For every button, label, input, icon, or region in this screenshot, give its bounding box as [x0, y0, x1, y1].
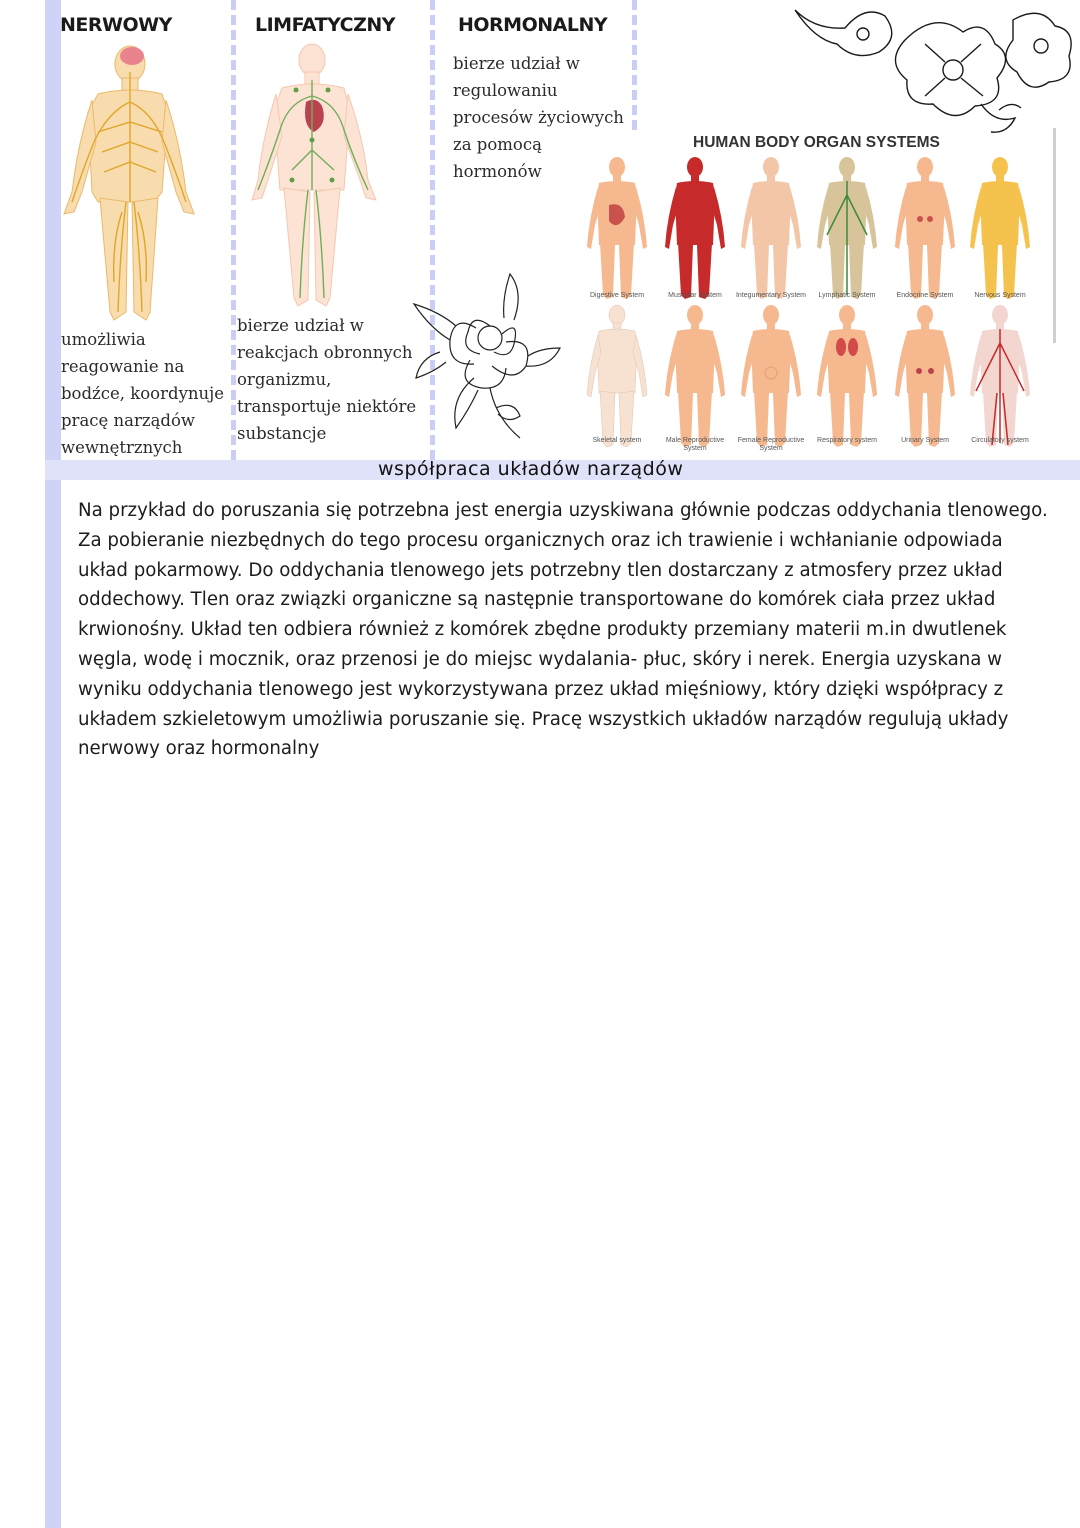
- organ-systems-title: HUMAN BODY ORGAN SYSTEMS: [693, 134, 940, 151]
- caption: Urinary System: [901, 437, 949, 444]
- caption: Lymphatic System: [818, 292, 876, 299]
- endocrine-system-figure: [895, 157, 955, 299]
- nervous-system-description: umożliwia reagowanie na bodźce, koordynuje pracę narządów wewnętrznych: [61, 330, 225, 457]
- column-divider: [231, 0, 236, 460]
- caption: Nervous System: [974, 292, 1026, 299]
- circulatory-system-figure: [970, 305, 1030, 447]
- lymphatic-system-figure: [817, 157, 877, 299]
- caption: Digestive System: [589, 292, 645, 299]
- caption: Male Reproductive System: [665, 437, 725, 452]
- digestive-system-figure: [587, 157, 647, 299]
- muscular-system-figure: [665, 157, 725, 299]
- lymphatic-system-title: LIMFATYCZNY: [255, 14, 396, 36]
- nervous-system-figure: [970, 157, 1030, 299]
- caption: Skeletal system: [592, 437, 642, 444]
- lymphatic-system-description: bierze udział w reakcjach obronnych organizmu, transportuje niektóre substancje: [237, 316, 417, 443]
- hormonal-system-title: HORMONALNY: [458, 14, 608, 36]
- organ-systems-figures: [575, 155, 1050, 455]
- lymphatic-system-illustration: [250, 40, 380, 310]
- urinary-system-figure: [895, 305, 955, 447]
- flower-sketch-icon: [410, 268, 565, 446]
- caption: Integumentary System: [735, 292, 807, 299]
- caption: Endocrine System: [896, 292, 954, 299]
- integumentary-system-figure: [741, 157, 801, 299]
- male-reproductive-figure: [665, 305, 725, 447]
- hormonal-system-description: bierze udział w regulowaniu procesów życiowych za pomocą hormonów: [453, 54, 624, 181]
- flower-corner-decoration-icon: [785, 0, 1080, 138]
- nervous-system-title: NERWOWY: [60, 14, 172, 36]
- caption: Muscular System: [668, 292, 722, 299]
- female-reproductive-figure: [741, 305, 801, 447]
- section-title: współpraca układów narządów: [378, 458, 684, 480]
- caption: Circulatory system: [971, 437, 1029, 444]
- skeletal-system-figure: [587, 305, 647, 447]
- respiratory-system-figure: [817, 305, 877, 447]
- caption: Respiratory system: [817, 437, 877, 444]
- nervous-system-illustration: [58, 42, 198, 324]
- column-divider: [632, 0, 637, 130]
- caption: Female Reproductive System: [737, 437, 805, 452]
- panel-scrollbar: [1053, 128, 1056, 343]
- body-paragraph: Na przykład do poruszania się potrzebna jest energia uzyskiwana głównie podczas oddychania tlenowego. Za pobieranie niezbędnych do tego procesu organicznych oraz ich trawienie i wchłanianie odpowiada układ pokarmowy. Do oddychania tlenowego jets potrzebny tlen dostarczany z atmosfery przez układ oddechowy. Tlen oraz związki organiczne są następnie transportowane do komórek ciała przez układ krwionośny. Układ ten odbiera również z komórek zbędne produkty przemiany materii m.in dwutlenek węgla, wodę i mocznik, oraz przenosi je do miejsc wydalania- płuc, skóry i nerek. Energia uzyskana w wyniku oddychania tlenowego jest wykorzystywana przez układ mięśniowy, który dzięki współpracy z układem szkieletowym umożliwia poruszanie się. Pracę wszystkich układów narządów regulują układy nerwowy oraz hormonalny: [78, 500, 1048, 760]
